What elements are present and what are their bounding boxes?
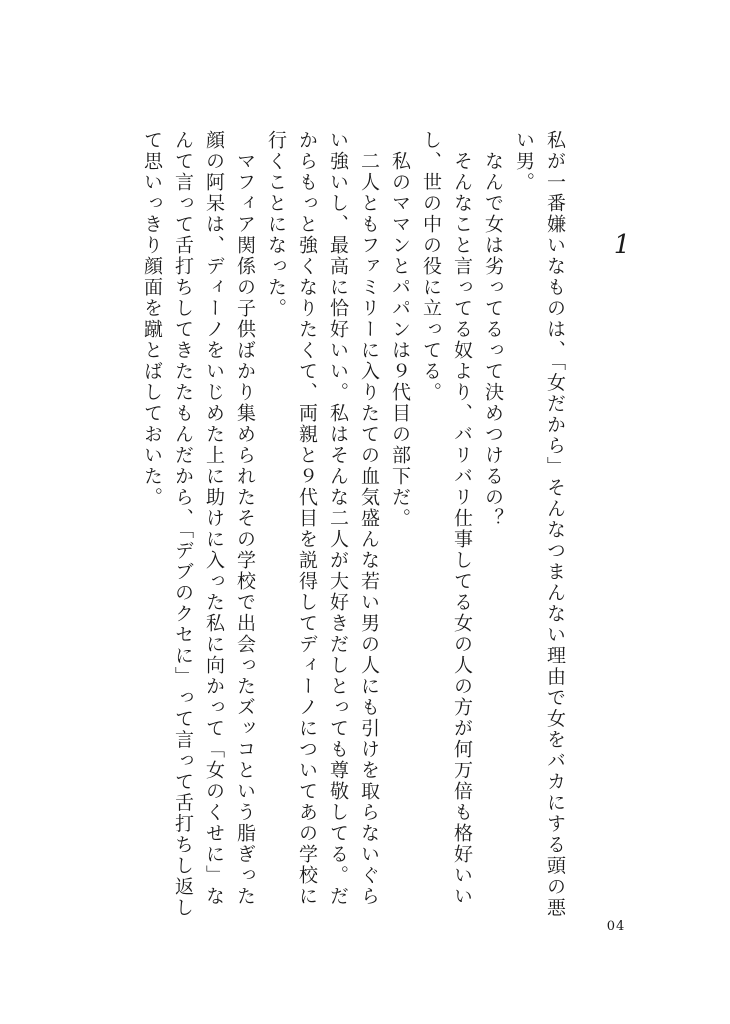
page-number: 04 [606,919,626,934]
chapter-number: 1 [613,230,631,260]
paragraph: マフィア関係の子供ばかり集められたその学校で出会ったズッコという脂ぎった顔の阿呆は、ディーノをいじめた上に助けに入った私に向かって「女のくせに」なんて言って舌打ちしてきたたもんだから、「デブのクセに」って言って舌打ちし返して思いっきり顔面を蹴とばしておいた。 [141,130,256,919]
body-text [136,130,570,920]
paragraph: なんで女は劣ってるって決めつけるの？ [482,130,504,529]
paragraph: 私が一番嫌いなものは、「女だから」そんなつまんない理由で女をバカにする頭の悪い男。 [513,130,566,919]
paragraph: そんなこと言ってる奴より、バリバリ仕事してる女の人の方が何万倍も格好いいし、世の中の役に立ってる。 [420,130,473,907]
paragraph: 私のママンとパパンは９代目の部下だ。 [389,130,411,529]
paragraph: 二人ともファミリーに入りたての血気盛んな若い男の人にも引けを取らないぐらい強いし、最高に恰好いい。私はそんな二人が大好きだしとっても尊敬してる。だからもっと強くなりたくて、両親と９代目を説得してディーノについてあの学校に行くことになった。 [265,130,380,907]
